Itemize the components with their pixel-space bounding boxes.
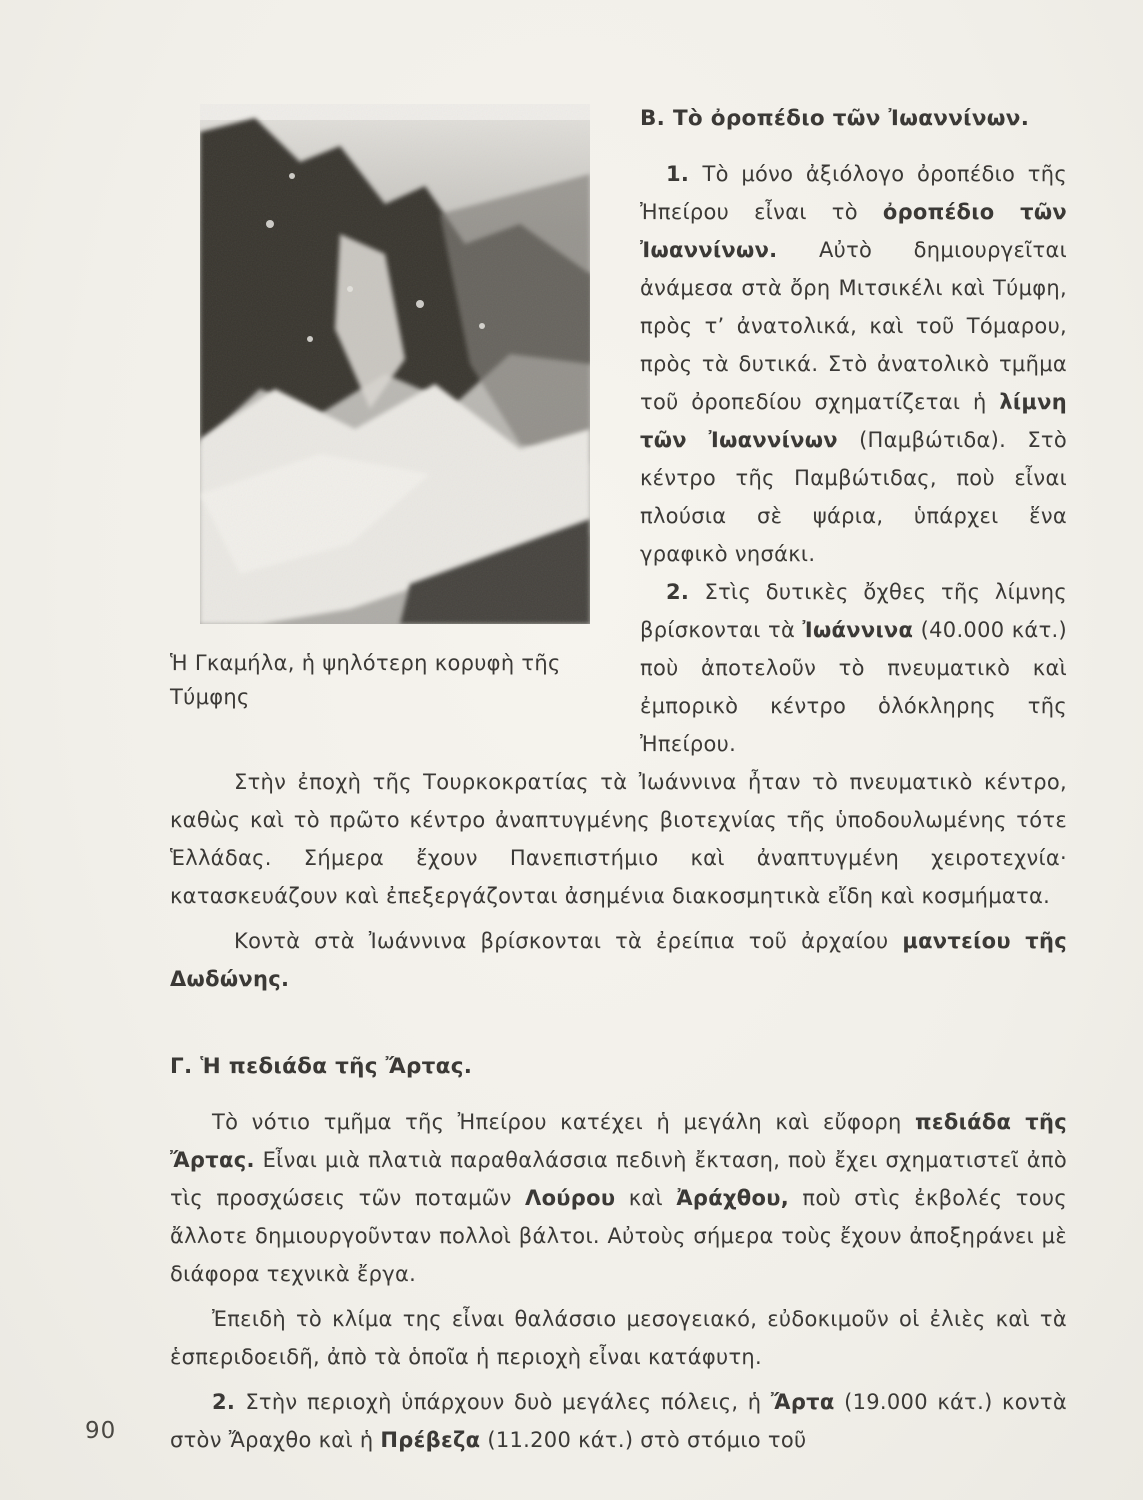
section-c-paragraph-3: 2. Στὴν περιοχὴ ὑπάρχουν δυὸ μεγάλες πόλεις, ἡ Ἄρτα (19.000 κάτ.) κοντὰ στὸν Ἄραχθο καὶ ἡ Πρέβεζα (11.200 κάτ.) στὸ στόμιο τοῦ [170, 1390, 1067, 1452]
figure-mountain [170, 104, 615, 714]
section-b-paragraph-4: Κοντὰ στὰ Ἰωάννινα βρίσκονται τὰ ἐρείπια τοῦ ἀρχαίου μαντείου τῆς Δωδώνης. [170, 929, 1067, 991]
section-c-paragraph-2: Ἐπειδὴ τὸ κλίμα της εἶναι θαλάσσιο μεσογειακό, εὐδοκιμοῦν οἱ ἐλιὲς καὶ τὰ ἑσπεριδοειδῆ, ἀπὸ τὰ ὁποῖα ἡ περιοχὴ εἶναι κατάφυτη. [170, 1307, 1067, 1369]
section-b-paragraph-1: 1. Τὸ μόνο ἀξιόλογο ὀροπέδιο τῆς Ἠπείρου εἶναι τὸ ὀροπέδιο τῶν Ἰωαννίνων. Αὐτὸ δημιουργεῖται ἀνάμεσα στὰ ὄρη Μιτσικέλι καὶ Τύμφη, πρὸς τ’ ἀνατολικά, καὶ τοῦ Τόμαρου, πρὸς τὰ δυτικά. Στὸ ἀνατολικὸ τμῆμα τοῦ ὀροπεδίου σχηματίζεται ἡ λίμνη τῶν Ἰωαννίνων (Παμβώτιδα). Στὸ κέντρο τῆς Παμβώτιδας, ποὺ εἶναι πλούσια σὲ ψάρια, ὑπάρχει ἕνα γραφικὸ νησάκι. [640, 162, 1068, 566]
section-c-heading: Γ. Ἡ πεδιάδα τῆς Ἄρτας. [170, 1054, 473, 1079]
section-b-heading: Β. Τὸ ὀροπέδιο τῶν Ἰωαννίνων. [640, 106, 1030, 131]
mountain-photo [200, 104, 590, 624]
photo-caption: Ἡ Γκαμήλα, ἡ ψηλότερη κορυφὴ τῆς Τύμφης [170, 651, 561, 709]
section-b-paragraph-2: 2. Στὶς δυτικὲς ὄχθες τῆς λίμνης βρίσκονται τὰ Ἰωάννινα (40.000 κάτ.) ποὺ ἀποτελοῦν τὸ πνευματικὸ καὶ ἐμπορικὸ κέντρο ὁλόκληρης τῆς Ἠπείρου. [640, 580, 1067, 756]
section-c-paragraph-1: Τὸ νότιο τμῆμα τῆς Ἠπείρου κατέχει ἡ μεγάλη καὶ εὔφορη πεδιάδα τῆς Ἄρτας. Εἶναι μιὰ πλατιὰ παραθαλάσσια πεδινὴ ἔκταση, ποὺ ἔχει σχηματιστεῖ ἀπὸ τὶς προσχώσεις τῶν ποταμῶν Λούρου καὶ Ἀράχθου, ποὺ στὶς ἐκβολές τους ἄλλοτε δημιουργοῦνταν πολλοὶ βάλτοι. Αὐτοὺς σήμερα τοὺς ἔχουν ἀποξηράνει μὲ διάφορα τεχνικὰ ἔργα. [170, 1110, 1067, 1286]
page-number: 90 [85, 1418, 117, 1444]
section-b-paragraph-3: Στὴν ἐποχὴ τῆς Τουρκοκρατίας τὰ Ἰωάννινα ἦταν τὸ πνευματικὸ κέντρο, καθὼς καὶ τὸ πρῶτο κέντρο ἀναπτυγμένης βιοτεχνίας τῆς ὑποδουλωμένης τότε Ἑλλάδας. Σήμερα ἔχουν Πανεπιστήμιο καὶ ἀναπτυγμένη χειροτεχνία· κατασκευάζουν καὶ ἐπεξεργάζονται ἀσημένια διακοσμητικὰ εἴδη καὶ κοσμήματα. [170, 770, 1067, 908]
page-content [170, 100, 1067, 1459]
